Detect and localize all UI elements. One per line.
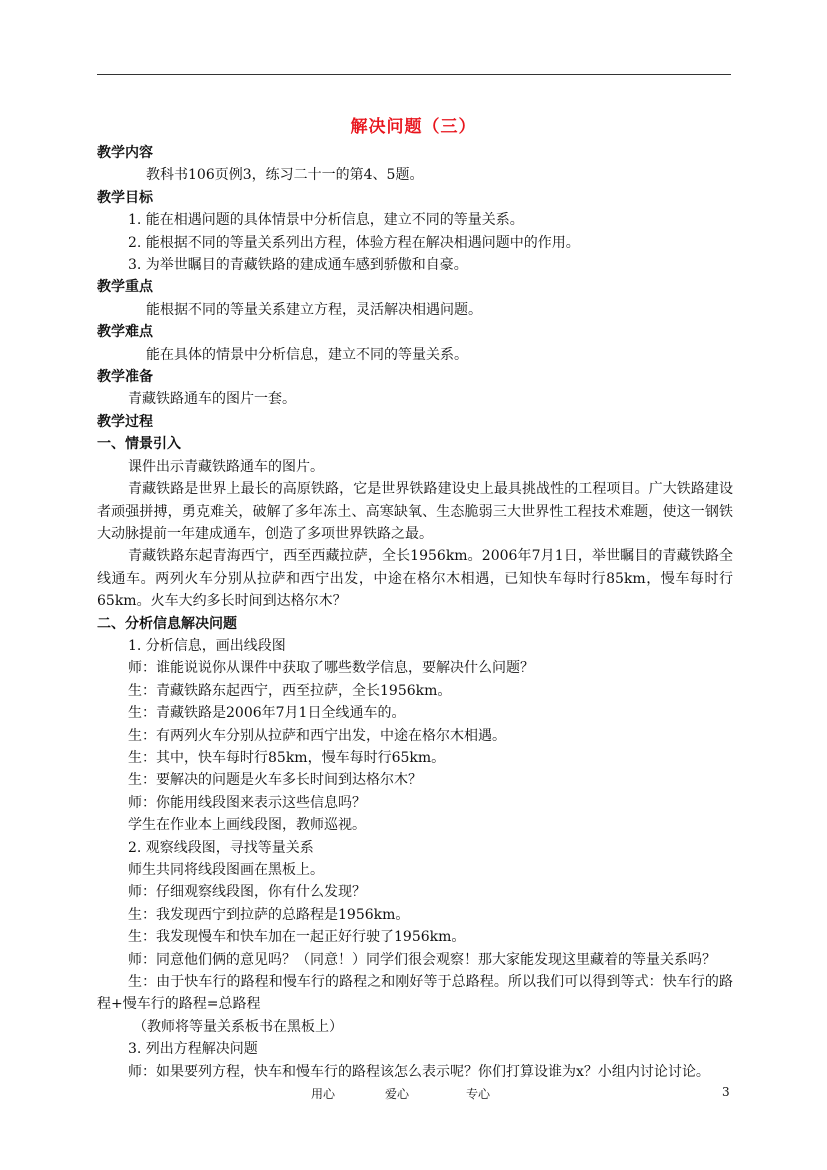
dialogue-line: 师：同意他们俩的意见吗？（同意！）同学们很会观察！那大家能发现这里藏着的等量关系吗？ — [128, 951, 716, 968]
document-body — [97, 142, 733, 1083]
dialogue-equation: 生：由于快车行的路程和慢车行的路程之和刚好等于总路程。所以我们可以得到等式：快车行的路程+慢车行的路程=总路程 — [97, 974, 733, 1013]
footer-motto: 专心 — [466, 1087, 491, 1101]
heading-process: 教学过程 — [97, 413, 153, 430]
dialogue-line: 师：如果要列方程，快车和慢车行的路程该怎么表示呢？你们打算设谁为x？小组内讨论讨论。 — [128, 1063, 710, 1080]
heading-key-points: 教学重点 — [97, 279, 153, 296]
dialogue-line: 生：我发现西宁到拉萨的总路程是1956km。 — [128, 906, 410, 923]
section-heading-2: 二、分析信息解决问题 — [97, 615, 237, 632]
dialogue-line: 师：你能用线段图来表示这些信息吗？ — [128, 794, 366, 811]
paragraph-problem-statement: 青藏铁路东起青海西宁，西至西藏拉萨，全长1956km。2006年7月1日，举世瞩目的青藏铁路全线通车。两列火车分别从拉萨和西宁出发，中途在格尔木相遇，已知快车每时行85km，慢车每时行65km。火车大约多长时间到达格尔木？ — [97, 548, 733, 610]
paragraph-note: （教师将等量关系板书在黑板上） — [133, 1018, 343, 1035]
dialogue-line: 师：谁能说说你从课件中获取了哪些数学信息，要解决什么问题？ — [128, 660, 534, 677]
list-item: 2. 能根据不同的等量关系列出方程，体验方程在解决相遇问题中的作用。 — [128, 234, 580, 251]
paragraph: 学生在作业本上画线段图，教师巡视。 — [128, 817, 366, 834]
heading-difficulties: 教学难点 — [97, 324, 153, 341]
page-title: 解决问题（三） — [350, 117, 477, 137]
paragraph-qinghai-tibet-railway: 青藏铁路是世界上最长的高原铁路，它是世界铁路建设史上最具挑战性的工程项目。广大铁路建设者顽强拼搏，勇克难关，破解了多年冻土、高寒缺氧、生态脆弱三大世界性工程技术难题，使这一钢铁大动脉提前一年建成通车，创造了多项世界铁路之最。 — [97, 481, 733, 542]
paragraph: 师生共同将线段图画在黑板上。 — [128, 862, 324, 878]
heading-preparation: 教学准备 — [97, 369, 153, 386]
footer-motto: 用心 — [311, 1087, 336, 1101]
section-heading-1: 一、情景引入 — [97, 436, 181, 453]
page-footer — [0, 1085, 827, 1105]
list-item: 1. 能在相遇问题的具体情景中分析信息，建立不同的等量关系。 — [128, 212, 524, 229]
paragraph: 能根据不同的等量关系建立方程，灵活解决相遇问题。 — [146, 301, 482, 318]
step-heading: 2. 观察线段图，寻找等量关系 — [128, 839, 314, 856]
dialogue-line: 师：仔细观察线段图，你有什么发现？ — [128, 884, 366, 901]
header-rule — [97, 74, 731, 75]
heading-content: 教学内容 — [97, 145, 153, 161]
dialogue-line: 生：有两列火车分别从拉萨和西宁出发，中途在格尔木相遇。 — [128, 727, 506, 744]
dialogue-line: 生：青藏铁路是2006年7月1日全线通车的。 — [128, 705, 406, 722]
paragraph: 教科书106页例3，练习二十一的第4、5题。 — [146, 167, 424, 184]
dialogue-line: 生：要解决的问题是火车多长时间到达格尔木？ — [128, 772, 422, 789]
dialogue-line: 生：青藏铁路东起西宁，西至拉萨，全长1956km。 — [128, 682, 452, 699]
paragraph: 课件出示青藏铁路通车的图片。 — [128, 458, 324, 475]
heading-objectives: 教学目标 — [97, 189, 153, 206]
list-item: 3. 为举世瞩目的青藏铁路的建成通车感到骄傲和自豪。 — [128, 257, 468, 274]
paragraph: 能在具体的情景中分析信息，建立不同的等量关系。 — [146, 346, 468, 363]
dialogue-line: 生：其中，快车每时行85km，慢车每时行65km。 — [128, 749, 446, 766]
footer-motto: 爱心 — [385, 1087, 410, 1101]
page-number: 3 — [722, 1085, 730, 1099]
step-heading: 3. 列出方程解决问题 — [128, 1041, 258, 1058]
step-heading: 1. 分析信息，画出线段图 — [128, 637, 286, 654]
paragraph: 青藏铁路通车的图片一套。 — [128, 391, 296, 408]
dialogue-line: 生：我发现慢车和快车加在一起正好行驶了1956km。 — [128, 929, 466, 946]
